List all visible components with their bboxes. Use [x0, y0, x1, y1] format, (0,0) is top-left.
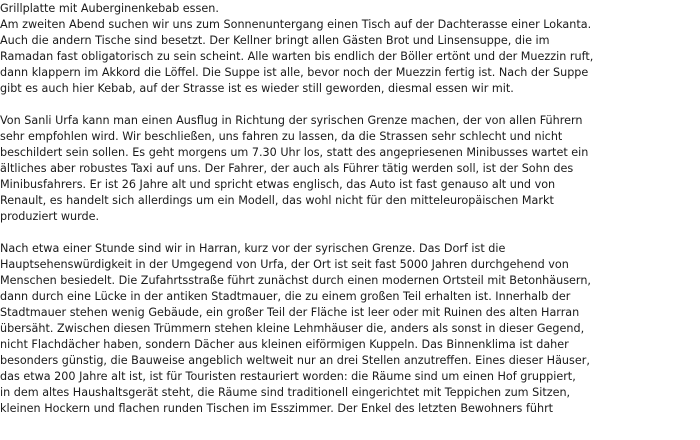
- text-line: Hauptsehenswürdigkeit in der Umgegend von Urfa, der Ort ist seit fast 5000 Jahren durchgehend von: [0, 258, 569, 271]
- text-line: in dem altes Haushaltsgerät steht, die Räume sind traditionell eingerichtet mit Teppichen zum Sitzen,: [0, 386, 571, 399]
- paragraph-gap: [0, 97, 700, 113]
- text-line: Stadtmauer stehen wenig Gebäude, ein großer Teil der Fläche ist leer oder mit Ruinen des alten Harran: [0, 306, 580, 319]
- text-line: Renault, es handelt sich allerdings um ein Modell, das wohl nicht für den mitteleuropäischen Markt: [0, 194, 554, 207]
- text-line: Von Sanli Urfa kann man einen Ausflug in Richtung der syrischen Grenze machen, der von allen Führern: [0, 114, 583, 127]
- paragraph-gap: [0, 225, 700, 241]
- text-line: Ramadan fast obligatorisch zu sein scheint. Alle warten bis endlich der Böller ertönt und der Muezzin ruft,: [0, 50, 594, 63]
- text-line: besonders günstig, die Bauweise angeblich weltweit nur an drei Stellen anzutreffen. Eines dieser Häuser,: [0, 354, 590, 367]
- text-line: das etwa 200 Jahre alt ist, ist für Touristen restauriert worden: die Räume sind um einen Hof gruppiert,: [0, 370, 576, 383]
- text-line: Am zweiten Abend suchen wir uns zum Sonnenuntergang einen Tisch auf der Dachterasse einer Lokanta.: [0, 18, 592, 31]
- text-line: übersäht. Zwischen diesen Trümmern stehen kleine Lehmhäuser die, anders als sonst in dieser Gegend,: [0, 322, 585, 335]
- text-line: Grillplatte mit Auberginenkebab essen.: [0, 2, 219, 15]
- text-line: ältliches aber robustes Taxi auf uns. Der Fahrer, der auch als Führer tätig werden soll, ist der Sohn des: [0, 162, 574, 175]
- paragraph-2: [0, 17, 700, 97]
- text-line: nicht Flachdächer haben, sondern Dächer aus kleinen eiförmigen Kuppeln. Das Binnenklima ist daher: [0, 338, 569, 351]
- text-line: Menschen besiedelt. Die Zufahrtsstraße führt zunächst durch einen modernen Ortsteil mit Betonhäusern,: [0, 274, 591, 287]
- text-line: kleinen Hockern und flachen runden Tischen im Esszimmer. Der Enkel des letzten Bewohners führt: [0, 402, 554, 415]
- text-line: sehr empfohlen wird. Wir beschließen, uns fahren zu lassen, da die Strassen sehr schlecht und nicht: [0, 130, 563, 143]
- paragraph-4: [0, 241, 700, 417]
- text-line: dann klappern im Akkord die Löffel. Die Suppe ist alle, bevor noch der Muezzin fertig ist. Nach der Suppe: [0, 66, 589, 79]
- text-line: dann durch eine Lücke in der antiken Stadtmauer, die zu einem großen Teil erhalten ist. Innerhalb der: [0, 290, 571, 303]
- paragraph-1: [0, 1, 700, 17]
- text-line: Minibusfahrers. Er ist 26 Jahre alt und spricht etwas englisch, das Auto ist fast genauso alt und von: [0, 178, 556, 191]
- text-line: Nach etwa einer Stunde sind wir in Harran, kurz vor der syrischen Grenze. Das Dorf ist die: [0, 242, 506, 255]
- text-line: gibt es auch hier Kebab, auf der Strasse ist es wieder still geworden, diesmal essen wir mit.: [0, 82, 514, 95]
- paragraph-3: [0, 113, 700, 225]
- text-line: beschildert sein sollen. Es geht morgens um 7.30 Uhr los, statt des angepriesenen Minibusses wartet ein: [0, 146, 589, 159]
- text-line: produziert wurde.: [0, 210, 100, 223]
- text-line: Auch die andern Tische sind besetzt. Der Kellner bringt allen Gästen Brot und Linsensuppe, die im: [0, 34, 550, 47]
